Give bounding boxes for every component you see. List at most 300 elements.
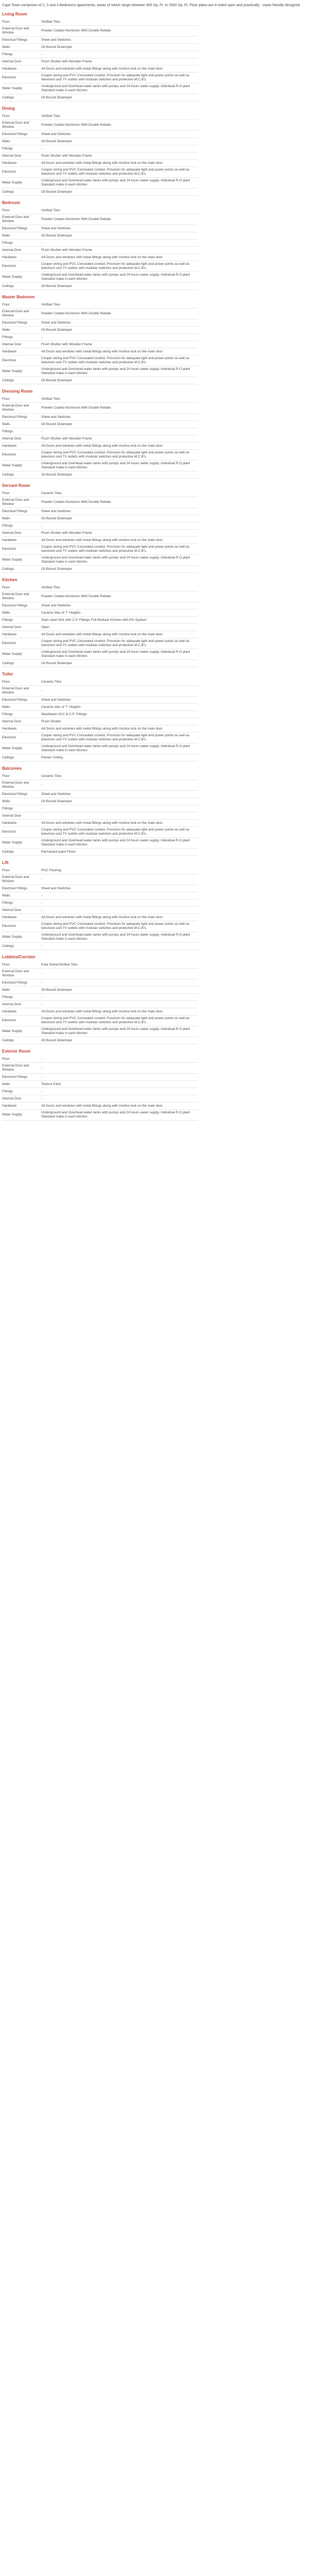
spec-row bbox=[2, 73, 198, 83]
spec-label: Walls bbox=[2, 705, 10, 709]
spec-label: Electrical bbox=[2, 547, 16, 551]
spec-value: Flush Shutter with Wooden Frame bbox=[41, 436, 92, 440]
spec-row bbox=[2, 555, 198, 566]
spec-label: Floor bbox=[2, 585, 10, 589]
spec-label: Walls bbox=[2, 233, 10, 238]
spec-label: Fittings bbox=[2, 429, 13, 433]
spec-row bbox=[2, 272, 198, 283]
spec-label: Internal Door bbox=[2, 908, 22, 912]
spec-value: Cooper wiring and PVC Concealed conduit, Provision for adequate light and power points as well as television and TV outlets with modular switches and protective M.C.B's. bbox=[41, 357, 190, 364]
spec-label: Walls bbox=[2, 422, 10, 426]
spec-row bbox=[2, 138, 198, 145]
spec-label: Fittings bbox=[2, 618, 13, 622]
spec-label: Water Supply bbox=[2, 87, 22, 90]
spec-label: Internal Door bbox=[2, 814, 22, 818]
spec-value: Oil Bound Distemper bbox=[41, 661, 72, 665]
spec-value: Ceramic tiles of 7" Heights bbox=[41, 705, 81, 709]
spec-value: Sheet and Switches bbox=[41, 226, 71, 230]
spec-row bbox=[2, 892, 198, 900]
spec-label: External Door and Window bbox=[2, 27, 29, 35]
spec-label: External Door and Window bbox=[2, 121, 29, 129]
spec-value: - bbox=[41, 783, 43, 787]
spec-value: Flush Shutter with Wooden Frame bbox=[41, 59, 92, 63]
intro-text: Cape Town comprises of 2, 3 and 4 Bedrooms apartments, areas of which range between 900 Sq. Ft. to 2500 Sq. Ft. Floor plans are 4-sided open and practically - vastu friendly designed. bbox=[2, 4, 301, 7]
spec-value: Underground and Overhead water tanks with pumps and 24 hours water supply. Individual R.O plant Standard make in each kitchen. bbox=[41, 556, 190, 564]
spec-label: Water Supply bbox=[2, 464, 22, 467]
spec-row bbox=[2, 537, 198, 544]
spec-value: Cooper wiring and PVC Concealed conduit, Provision for adequate light and power points as well as television and TV outlets with modular switches and protective M.C.B's. bbox=[41, 545, 190, 553]
spec-value: Underground and Overhead water tanks with pumps and 24 hours water supply. Individual R.O plant Standard make in each kitchen. bbox=[41, 839, 190, 846]
spec-row bbox=[2, 334, 198, 341]
spec-label: Walls bbox=[2, 611, 10, 615]
spec-row bbox=[2, 377, 198, 384]
spec-label: External Door and Window bbox=[2, 404, 29, 412]
spec-row bbox=[2, 145, 198, 152]
spec-row bbox=[2, 225, 198, 232]
spec-label: Electrical bbox=[2, 1019, 16, 1022]
spec-value: Permanent paint Finish bbox=[41, 850, 76, 854]
spec-row bbox=[2, 638, 198, 649]
spec-value: Sheet and Switches bbox=[41, 320, 71, 325]
spec-section bbox=[0, 955, 330, 1044]
spec-row bbox=[2, 247, 198, 254]
spec-row bbox=[2, 631, 198, 638]
spec-label: Hardware bbox=[2, 255, 17, 259]
spec-value: - bbox=[41, 52, 43, 56]
spec-label: Electrical bbox=[2, 830, 16, 834]
spec-value: Powder Coated Aluminum With Double Rebate bbox=[41, 406, 111, 410]
spec-value: Flush Shutter with Wooden Frame bbox=[41, 531, 92, 535]
spec-value: - bbox=[41, 972, 43, 975]
spec-label: External Door and Window bbox=[2, 875, 29, 883]
spec-row bbox=[2, 780, 198, 791]
spec-label: Internal Door bbox=[2, 1096, 22, 1100]
specifications-page bbox=[0, 0, 335, 1121]
spec-label: Hardware bbox=[2, 726, 17, 731]
spec-label: Ceilings bbox=[2, 661, 14, 665]
spec-label: Internal Door bbox=[2, 436, 22, 440]
spec-row bbox=[2, 885, 198, 892]
spec-value: - bbox=[41, 908, 43, 912]
spec-value: All Doors and windows with metal fittings along with mortice lock on the main door bbox=[41, 161, 163, 165]
spec-section bbox=[0, 860, 330, 950]
spec-label: Hardware bbox=[2, 66, 17, 71]
spec-label: Fittings bbox=[2, 335, 13, 339]
spec-value: Cooper wiring and PVC Concealed conduit, Provision for adequate light and power points as well as television and TV outlets with modular switches and protective M.C.B's. bbox=[41, 168, 190, 176]
section-title: Servant Room bbox=[2, 483, 30, 488]
spec-label: Walls bbox=[2, 139, 10, 143]
sections-container bbox=[0, 12, 335, 1121]
spec-value: Vitrified Tiles bbox=[41, 302, 60, 307]
spec-value: Ceramic Tiles bbox=[41, 680, 62, 684]
spec-value: Powder Coated Aluminum With Double Rebate bbox=[41, 29, 111, 32]
spec-value: Oil Bound Distemper bbox=[41, 516, 72, 520]
spec-value: Underground and Overhead water tanks with pumps and 24 hours water supply. Individual R.O plant Standard make in each kitchen. bbox=[41, 84, 190, 92]
spec-label: Water Supply bbox=[2, 558, 22, 562]
spec-row bbox=[2, 421, 198, 428]
spec-value: - bbox=[41, 893, 43, 897]
spec-row bbox=[2, 649, 198, 660]
spec-row bbox=[2, 319, 198, 327]
spec-section bbox=[0, 389, 330, 479]
spec-value: Plaster Ceiling bbox=[41, 755, 63, 759]
spec-value: Powder Coated Aluminum With Double Rebate bbox=[41, 123, 111, 127]
spec-label: Water Supply bbox=[2, 275, 22, 279]
spec-value: Underground and Overhead water tanks with pumps and 24 hours water supply. Individual R.O plant Standard make in each kitchen. bbox=[41, 367, 190, 375]
spec-value: Sheet and Switches bbox=[41, 603, 71, 607]
spec-row bbox=[2, 508, 198, 515]
spec-row bbox=[2, 461, 198, 471]
spec-row bbox=[2, 214, 198, 225]
spec-value: Underground and Overhead water tanks with pumps and 24 hours water supply. Individual R.O plant Standard make in each kitchen. bbox=[41, 1111, 190, 1118]
spec-row bbox=[2, 932, 198, 943]
spec-label: Internal Door bbox=[2, 154, 22, 158]
spec-value: All Doors and windows with metal fittings along with mortice lock on the main door bbox=[41, 349, 163, 353]
spec-section bbox=[0, 295, 330, 384]
spec-row bbox=[2, 679, 198, 686]
spec-row bbox=[2, 686, 198, 697]
spec-row bbox=[2, 396, 198, 403]
spec-row bbox=[2, 943, 198, 950]
spec-value: Oil Bound Distemper bbox=[41, 988, 72, 992]
spec-label: Floor bbox=[2, 680, 10, 684]
spec-value: Underground and Overhead water tanks with pumps and 24 hours water supply. Individual R.O plant Standard make in each kitchen. bbox=[41, 273, 190, 281]
spec-row bbox=[2, 660, 198, 667]
spec-row bbox=[2, 773, 198, 780]
spec-value: Vitrified Tiles bbox=[41, 114, 60, 118]
spec-label: Floor bbox=[2, 962, 10, 967]
spec-row bbox=[2, 754, 198, 761]
spec-row bbox=[2, 120, 198, 131]
spec-label: Ceilings bbox=[2, 1038, 14, 1042]
spec-label: Fittings bbox=[2, 146, 13, 150]
spec-value: PVC Flooring bbox=[41, 868, 61, 872]
spec-value: All Doors and windows with metal fittings along with mortice lock on the main door bbox=[41, 632, 163, 636]
spec-row bbox=[2, 348, 198, 355]
spec-label: Internal Door bbox=[2, 248, 22, 252]
spec-section bbox=[0, 106, 330, 196]
spec-row bbox=[2, 232, 198, 240]
spec-row bbox=[2, 435, 198, 443]
spec-label: Floor bbox=[2, 1057, 10, 1061]
spec-row bbox=[2, 113, 198, 120]
spec-row bbox=[2, 51, 198, 58]
spec-row bbox=[2, 743, 198, 754]
spec-row bbox=[2, 711, 198, 718]
spec-row bbox=[2, 812, 198, 820]
spec-value: Cooper wiring and PVC Concealed conduit, Provision for adequate light and power points as well as television and TV outlets with modular switches and protective M.C.B's. bbox=[41, 74, 190, 81]
spec-label: Electrical Fittings bbox=[2, 698, 28, 702]
spec-section bbox=[0, 578, 330, 667]
spec-label: Ceilings bbox=[2, 755, 14, 759]
spec-value: Oil Bound Distemper bbox=[41, 422, 72, 426]
spec-section bbox=[0, 1049, 330, 1121]
spec-value: Oil Bound Distemper bbox=[41, 190, 72, 194]
spec-label: Ceilings bbox=[2, 567, 14, 571]
section-title: Bedroom bbox=[2, 200, 21, 205]
section-title: Dining bbox=[2, 106, 15, 111]
spec-row bbox=[2, 704, 198, 711]
spec-label: Floor bbox=[2, 20, 10, 24]
spec-row bbox=[2, 443, 198, 450]
spec-label: Hardware bbox=[2, 632, 17, 636]
spec-value: - bbox=[41, 523, 43, 528]
spec-label: Floor bbox=[2, 397, 10, 401]
spec-label: Water Supply bbox=[2, 369, 22, 373]
spec-label: Walls bbox=[2, 45, 10, 49]
spec-label: Internal Door bbox=[2, 625, 22, 629]
spec-label: Fittings bbox=[2, 1089, 13, 1093]
spec-label: Water Supply bbox=[2, 747, 22, 750]
spec-label: Fittings bbox=[2, 806, 13, 810]
spec-label: Floor bbox=[2, 208, 10, 212]
spec-row bbox=[2, 609, 198, 617]
spec-value: Cooper wiring and PVC Concealed conduit, Provision for adequate light and power points as well as television and TV outlets with modular switches and protective M.C.B's. bbox=[41, 1016, 190, 1024]
spec-value: All Doors and windows with metal fittings along with mortice lock on the main door bbox=[41, 66, 163, 71]
spec-label: Hardware bbox=[2, 1104, 17, 1108]
spec-row bbox=[2, 283, 198, 290]
spec-label: Ceilings bbox=[2, 95, 14, 99]
spec-label: Fittings bbox=[2, 995, 13, 999]
spec-value: Stain steel Sink with C.P. Fittings Full Modular Kitchen with RO System bbox=[41, 618, 146, 622]
section-title: Exterior Room bbox=[2, 1049, 31, 1054]
spec-label: Water Supply bbox=[2, 841, 22, 844]
spec-value: - bbox=[41, 689, 43, 692]
spec-value: Ceramic Tiles bbox=[41, 491, 62, 495]
spec-section bbox=[0, 672, 330, 761]
spec-label: Walls bbox=[2, 1082, 10, 1086]
spec-label: Electrical bbox=[2, 641, 16, 645]
spec-label: Floor bbox=[2, 491, 10, 495]
spec-label: Electrical Fittings bbox=[2, 886, 28, 890]
spec-value: Oil Bound Distemper bbox=[41, 472, 72, 477]
spec-label: Electrical Fittings bbox=[2, 603, 28, 607]
spec-value: Oil Bound Distemper bbox=[41, 567, 72, 571]
spec-value: Ceramic tiles of 7" Heights bbox=[41, 611, 81, 615]
spec-label: Electrical Fittings bbox=[2, 320, 28, 325]
spec-row bbox=[2, 602, 198, 609]
spec-value: Flush Shutter with Wooden Frame bbox=[41, 154, 92, 158]
spec-label: Electrical bbox=[2, 76, 16, 79]
spec-label: Floor bbox=[2, 302, 10, 307]
spec-row bbox=[2, 1001, 198, 1008]
spec-label: Fittings bbox=[2, 52, 13, 56]
spec-value: Powder Coated Aluminum With Double Rebate bbox=[41, 500, 111, 504]
spec-row bbox=[2, 725, 198, 733]
spec-value: All Doors and windows with metal fittings along with mortice lock on the main door bbox=[41, 444, 163, 448]
spec-value: - bbox=[41, 1089, 43, 1093]
spec-value: Underground and Overhead water tanks with pumps and 24 hours water supply. Individual R.O plant Standard make in each kitchen. bbox=[41, 933, 190, 941]
spec-row bbox=[2, 366, 198, 377]
spec-row bbox=[2, 994, 198, 1001]
spec-label: Hardware bbox=[2, 444, 17, 448]
spec-value: Underground and Overhead water tanks with pumps and 24 hours water supply. Individual R.O plant Standard make in each kitchen. bbox=[41, 650, 190, 658]
spec-row bbox=[2, 530, 198, 537]
spec-value: - bbox=[41, 335, 43, 339]
section-title: Balconies bbox=[2, 766, 22, 771]
spec-label: Internal Door bbox=[2, 342, 22, 346]
spec-label: Water Supply bbox=[2, 181, 22, 184]
spec-value: All Doors and windows with metal fittings along with mortice lock on the main door bbox=[41, 538, 163, 542]
spec-value: Oil Bound Distemper bbox=[41, 328, 72, 332]
spec-label: External Door and Window bbox=[2, 498, 29, 506]
spec-label: Water Supply bbox=[2, 1029, 22, 1033]
section-title: Lift bbox=[2, 860, 9, 865]
spec-label: Hardware bbox=[2, 821, 17, 825]
spec-label: External Door and Window bbox=[2, 970, 29, 977]
spec-row bbox=[2, 921, 198, 932]
spec-label: Fittings bbox=[2, 241, 13, 245]
spec-row bbox=[2, 617, 198, 624]
spec-row bbox=[2, 178, 198, 189]
spec-value: Sheet and Switches bbox=[41, 792, 71, 796]
spec-value: Sheet and Switches bbox=[41, 38, 71, 42]
spec-label: Floor bbox=[2, 868, 10, 872]
spec-row bbox=[2, 718, 198, 725]
spec-value: Cooper wiring and PVC Concealed conduit, Provision for adequate light and power points as well as television and TV outlets with modular switches and protective M.C.B's. bbox=[41, 828, 190, 836]
spec-value: Oil Bound Distemper bbox=[41, 139, 72, 143]
section-title: Master Bedroom bbox=[2, 295, 35, 299]
section-title: Living Room bbox=[2, 12, 27, 16]
spec-label: Ceilings bbox=[2, 944, 14, 948]
spec-row bbox=[2, 131, 198, 138]
spec-value: - bbox=[41, 1096, 43, 1100]
spec-label: Hardware bbox=[2, 1009, 17, 1013]
spec-value: All Doors and windows with metal fittings along with mortice lock on the main door bbox=[41, 726, 163, 731]
spec-row bbox=[2, 403, 198, 414]
spec-value: Oil Bound Distemper bbox=[41, 378, 72, 382]
spec-value: - bbox=[41, 1002, 43, 1006]
spec-value: Sheet and Switches bbox=[41, 886, 71, 890]
spec-value: Powder Coated Aluminum With Double Rebate bbox=[41, 312, 111, 315]
spec-row bbox=[2, 1056, 198, 1063]
section-title: Toilet bbox=[2, 672, 13, 676]
spec-label: Hardware bbox=[2, 538, 17, 542]
spec-label: Hardware bbox=[2, 349, 17, 353]
spec-section bbox=[0, 200, 330, 290]
spec-row bbox=[2, 355, 198, 366]
spec-label: External Door and Window bbox=[2, 781, 29, 789]
spec-row bbox=[2, 94, 198, 101]
spec-value: Flush Shutter with Wooden Frame bbox=[41, 248, 92, 252]
spec-row bbox=[2, 874, 198, 885]
spec-value: Flush Shutter bbox=[41, 719, 61, 723]
spec-label: Fittings bbox=[2, 901, 13, 905]
spec-row bbox=[2, 1015, 198, 1026]
spec-row bbox=[2, 1095, 198, 1103]
spec-row bbox=[2, 207, 198, 214]
spec-row bbox=[2, 58, 198, 65]
spec-row bbox=[2, 37, 198, 44]
spec-row bbox=[2, 987, 198, 994]
spec-value: Cooper wiring and PVC Concealed conduit, Provision for adequate light and power points as well as television and TV outlets with modular switches and protective M.C.B's. bbox=[41, 262, 190, 270]
spec-label: Water Supply bbox=[2, 935, 22, 939]
spec-row bbox=[2, 820, 198, 827]
spec-label: Walls bbox=[2, 328, 10, 332]
spec-row bbox=[2, 566, 198, 573]
spec-label: Electrical Fittings bbox=[2, 509, 28, 513]
spec-row bbox=[2, 515, 198, 522]
spec-value: - bbox=[41, 980, 43, 985]
spec-row bbox=[2, 261, 198, 272]
spec-row bbox=[2, 1081, 198, 1088]
spec-row bbox=[2, 497, 198, 508]
spec-value: Vitrified Tiles bbox=[41, 585, 60, 589]
spec-label: External Door and Window bbox=[2, 1064, 29, 1072]
spec-value: Flush Shutter with Wooden Frame bbox=[41, 342, 92, 346]
spec-value: Vitrified Tiles bbox=[41, 208, 60, 212]
spec-row bbox=[2, 1074, 198, 1081]
spec-row bbox=[2, 167, 198, 178]
spec-value: Open bbox=[41, 625, 49, 629]
spec-row bbox=[2, 341, 198, 348]
spec-value: Cooper wiring and PVC Concealed conduit, Provision for adequate light and power points as well as television and TV outlets with modular switches and protective M.C.B's. bbox=[41, 451, 190, 459]
spec-value: All Doors and windows with metal fittings along with mortice lock on the main door bbox=[41, 821, 163, 825]
spec-label: Internal Door bbox=[2, 531, 22, 535]
spec-row bbox=[2, 624, 198, 631]
spec-label: Floor bbox=[2, 774, 10, 778]
spec-row bbox=[2, 26, 198, 37]
spec-label: Electrical Fittings bbox=[2, 132, 28, 136]
spec-value: - bbox=[41, 429, 43, 433]
spec-value: Sheet and Switches bbox=[41, 132, 71, 136]
spec-row bbox=[2, 1063, 198, 1074]
spec-value: All Doors and windows with metal fittings along with mortice lock on the main door bbox=[41, 255, 163, 259]
spec-value: - bbox=[41, 1066, 43, 1070]
spec-row bbox=[2, 428, 198, 435]
spec-label: External Door and Window bbox=[2, 215, 29, 223]
spec-label: Electrical Fittings bbox=[2, 226, 28, 230]
spec-label: Ceilings bbox=[2, 850, 14, 854]
spec-value: Sheet and Switches bbox=[41, 509, 71, 513]
spec-value: - bbox=[41, 901, 43, 905]
spec-label: External Door and Window bbox=[2, 310, 29, 317]
spec-row bbox=[2, 522, 198, 530]
spec-row bbox=[2, 1088, 198, 1095]
section-title: Dressing Room bbox=[2, 389, 33, 394]
spec-label: Electrical bbox=[2, 924, 16, 928]
spec-label: Walls bbox=[2, 799, 10, 803]
spec-label: Internal Door bbox=[2, 719, 22, 723]
spec-row bbox=[2, 490, 198, 497]
spec-value: Powder Coated Aluminum With Double Rebate bbox=[41, 217, 111, 221]
spec-value: - bbox=[41, 814, 43, 818]
spec-value: All Doors and windows with metal fittings along with mortice lock on the main door bbox=[41, 915, 163, 919]
spec-value: Underground and Overhead water tanks with pumps and 24 hours water supply. Individual R.O plant Standard make in each kitchen. bbox=[41, 1027, 190, 1035]
spec-label: Electrical bbox=[2, 453, 16, 456]
spec-row bbox=[2, 1008, 198, 1015]
spec-value: - bbox=[41, 806, 43, 810]
spec-label: Electrical Fittings bbox=[2, 1075, 28, 1079]
spec-label: Ceilings bbox=[2, 378, 14, 382]
spec-row bbox=[2, 849, 198, 856]
spec-value: Cooper wiring and PVC Concealed conduit, Provision for adequate light and power points as well as television and TV outlets with modular switches and protective M.C.B's. bbox=[41, 734, 190, 741]
spec-label: Internal Door bbox=[2, 1002, 22, 1006]
spec-row bbox=[2, 900, 198, 907]
spec-row bbox=[2, 544, 198, 555]
spec-row bbox=[2, 1037, 198, 1044]
spec-value: Kota Stone/Vitrified Tiles bbox=[41, 962, 78, 967]
section-title: Lobbies/Corridor bbox=[2, 955, 36, 959]
spec-row bbox=[2, 450, 198, 461]
spec-label: Ceilings bbox=[2, 472, 14, 477]
spec-value: - bbox=[41, 1075, 43, 1079]
spec-row bbox=[2, 1103, 198, 1110]
spec-value: All Doors and windows with metal fittings along with mortice lock on the main door bbox=[41, 1104, 163, 1108]
spec-label: Walls bbox=[2, 988, 10, 992]
spec-row bbox=[2, 907, 198, 914]
spec-value: Texture Paint bbox=[41, 1082, 61, 1086]
